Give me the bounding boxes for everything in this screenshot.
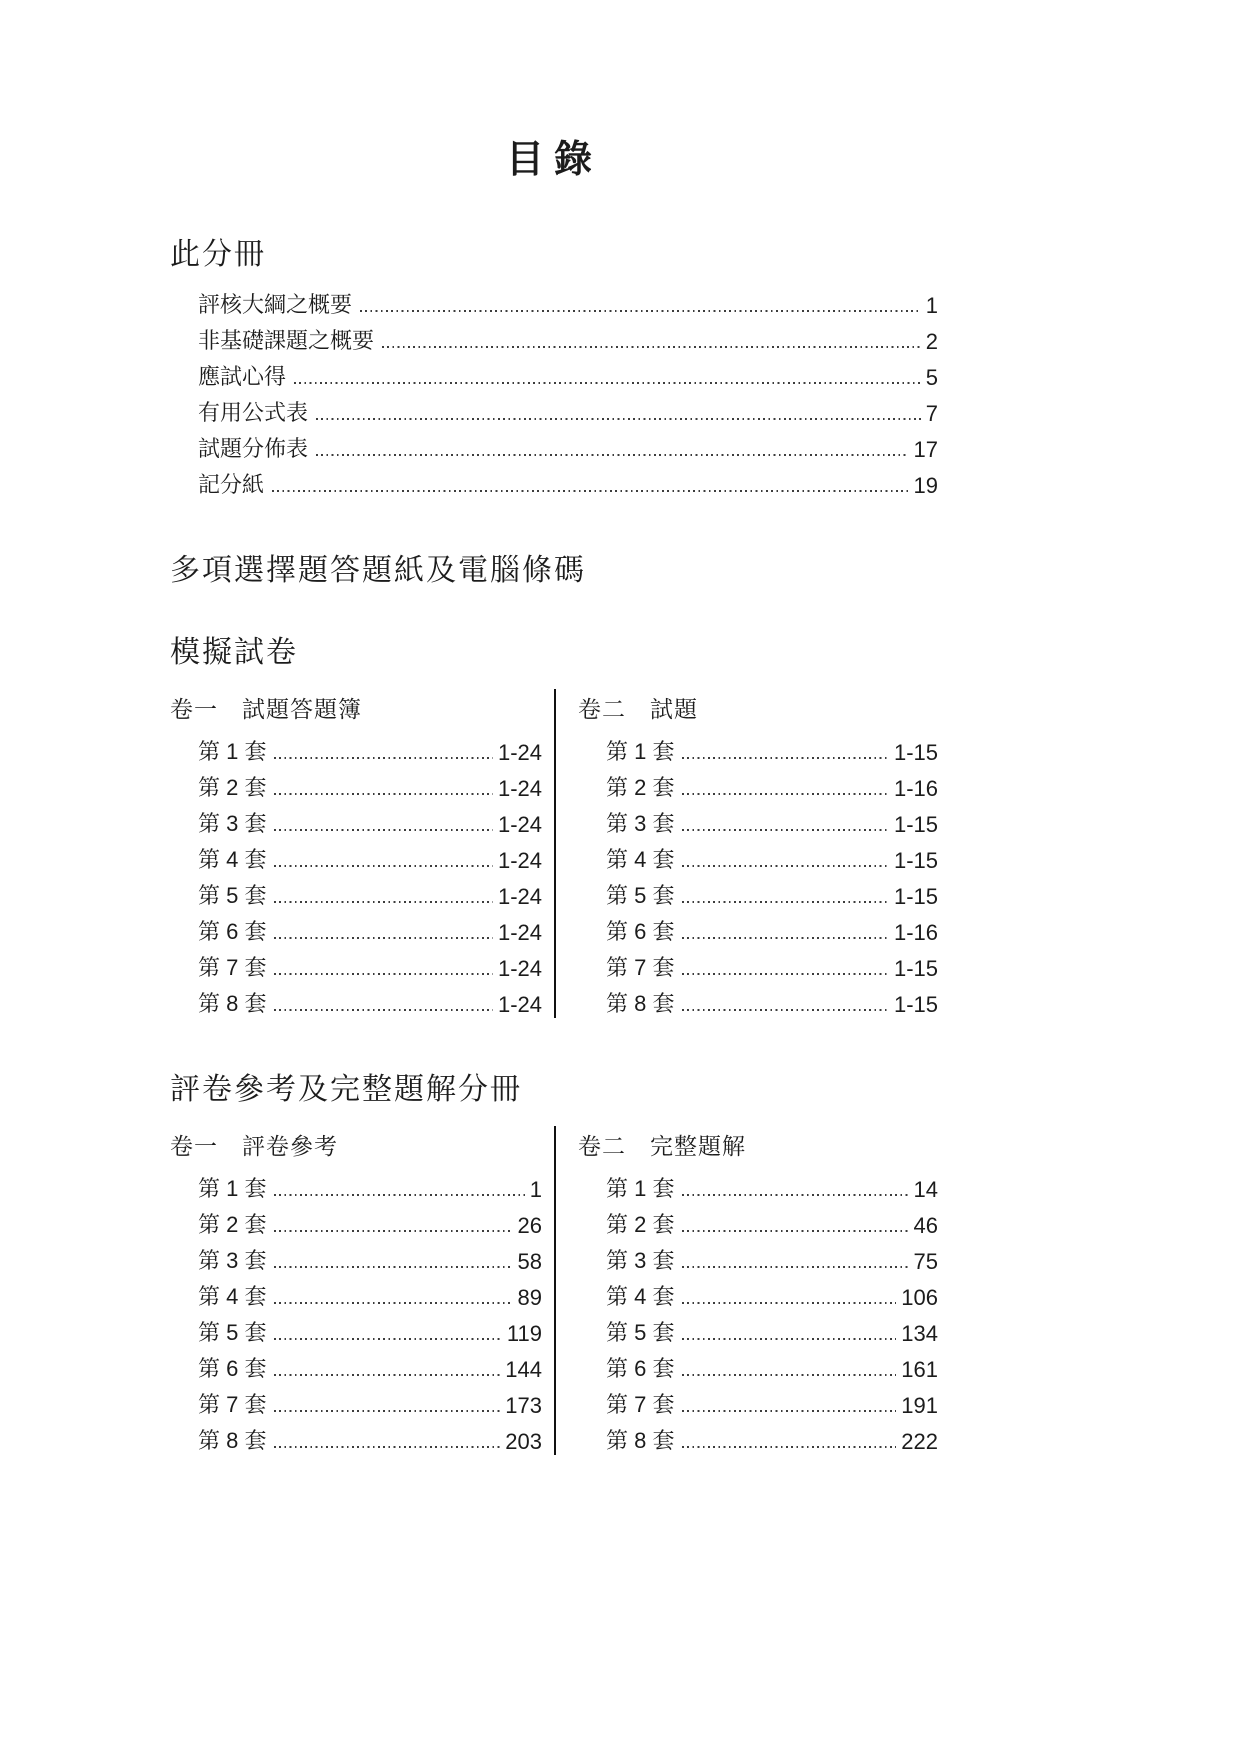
toc-entry-label: 非基礎課題之概要 [198,328,375,353]
toc-entry-label: 第 5 套 [198,1320,267,1345]
toc-entry-page: 1-16 [893,920,938,945]
mock-papers-paper2-toc-list [578,730,938,1018]
toc-entry-page: 46 [913,1213,938,1238]
toc-entry-label: 試題分佈表 [198,436,309,461]
dot-leader [682,1302,896,1304]
toc-entry-page: 1-15 [893,992,938,1017]
toc-entry [578,730,938,766]
dot-leader [682,793,888,795]
dot-leader [274,973,492,975]
toc-entry-page: 1-24 [497,884,542,909]
toc-entry [578,982,938,1018]
toc-entry [170,1383,542,1419]
toc-entry-label: 第 8 套 [198,991,267,1016]
mock-papers-heading: 模擬試卷 [170,636,298,669]
toc-entry [170,1275,542,1311]
toc-entry-label: 第 2 套 [606,775,675,800]
marking-paper2-column [556,1126,938,1455]
marking-volume-columns [170,1126,938,1455]
toc-entry-label: 第 8 套 [198,1428,267,1453]
toc-entry [578,1383,938,1419]
toc-entry-label: 第 3 套 [606,811,675,836]
toc-entry-page: 75 [913,1249,938,1274]
mock-papers-paper1-column [170,689,542,1018]
toc-entry [170,1347,542,1383]
toc-entry [170,946,542,982]
toc-entry [170,982,542,1018]
toc-entry-page: 222 [901,1429,938,1454]
toc-entry-label: 第 4 套 [606,847,675,872]
toc-entry-page: 1-16 [893,776,938,801]
toc-entry [170,910,542,946]
toc-entry-page: 19 [913,473,938,498]
this-volume-heading: 此分冊 [170,238,266,271]
mock-papers-paper2-header: 卷二 試題 [578,696,698,722]
toc-entry-label: 第 7 套 [198,955,267,980]
toc-entry-label: 第 7 套 [606,955,675,980]
toc-entry-label: 第 3 套 [198,811,267,836]
toc-entry-page: 119 [506,1321,542,1346]
dot-leader [294,382,921,384]
toc-entry [578,946,938,982]
dot-leader [274,793,492,795]
dot-leader [360,310,921,312]
toc-entry-label: 有用公式表 [198,400,309,425]
toc-entry-page: 2 [925,329,938,354]
dot-leader [274,1009,492,1011]
dot-leader [272,490,909,492]
marking-paper1-header: 卷一 評卷參考 [170,1133,338,1159]
toc-entry-label: 第 5 套 [606,1320,675,1345]
toc-page [170,128,938,1455]
toc-entry [170,1203,542,1239]
toc-entry [170,1419,542,1455]
toc-entry-page: 58 [517,1249,542,1274]
toc-entry [170,838,542,874]
toc-entry-page: 1-15 [893,812,938,837]
toc-entry-label: 第 3 套 [198,1248,267,1273]
section-this-volume [170,229,938,499]
toc-entry [170,355,938,391]
dot-leader [682,865,888,867]
toc-entry [170,1311,542,1347]
toc-entry-page: 1-24 [497,776,542,801]
toc-entry-label: 第 1 套 [198,739,267,764]
toc-entry [578,1347,938,1383]
toc-entry-label: 應試心得 [198,364,287,389]
section-mock-papers [170,627,938,1018]
dot-leader [382,346,921,348]
dot-leader [316,418,921,420]
dot-leader [274,865,492,867]
dot-leader [274,829,492,831]
section-marking-volume [170,1064,938,1455]
toc-entry-page: 1-24 [497,812,542,837]
dot-leader [682,1338,896,1340]
toc-entry [578,874,938,910]
toc-entry-page: 1-15 [893,884,938,909]
marking-paper2-header: 卷二 完整題解 [578,1133,746,1159]
mock-papers-paper1-header: 卷一 試題答題簿 [170,696,362,722]
dot-leader [682,901,888,903]
toc-entry-label: 第 1 套 [606,1176,675,1201]
toc-entry-page: 1-24 [497,920,542,945]
toc-entry-page: 7 [925,401,938,426]
toc-entry-label: 記分紙 [198,472,265,497]
toc-entry [170,1239,542,1275]
toc-entry-page: 5 [925,365,938,390]
toc-entry-label: 第 8 套 [606,1428,675,1453]
toc-entry [578,1311,938,1347]
toc-entry-label: 第 4 套 [198,847,267,872]
page-title: 目錄 [505,139,602,181]
toc-entry [578,1167,938,1203]
toc-entry-page: 144 [505,1357,542,1382]
dot-leader [682,1374,896,1376]
mock-papers-paper2-column [556,689,938,1018]
toc-entry-page: 134 [901,1321,938,1346]
dot-leader [682,1194,908,1196]
toc-entry [170,391,938,427]
toc-entry [170,874,542,910]
toc-entry-label: 第 2 套 [606,1212,675,1237]
toc-entry-label: 第 2 套 [198,1212,267,1237]
toc-entry-label: 第 5 套 [606,883,675,908]
dot-leader [682,937,888,939]
toc-entry-page: 106 [901,1285,938,1310]
dot-leader [274,757,492,759]
dot-leader [682,1266,908,1268]
toc-entry [578,1239,938,1275]
toc-entry [170,766,542,802]
dot-leader [682,1230,908,1232]
toc-entry [578,766,938,802]
marking-paper1-toc-list [170,1167,542,1455]
dot-leader [274,1446,500,1448]
dot-leader [274,901,492,903]
toc-entry-page: 1-24 [497,848,542,873]
toc-entry-label: 第 6 套 [198,919,267,944]
mock-papers-paper1-toc-list [170,730,542,1018]
marking-paper2-toc-list [578,1167,938,1455]
toc-entry-label: 第 6 套 [606,919,675,944]
toc-entry [578,838,938,874]
toc-entry [578,910,938,946]
toc-entry [170,427,938,463]
toc-entry-label: 第 8 套 [606,991,675,1016]
toc-entry [170,802,542,838]
toc-entry-page: 1-24 [497,956,542,981]
toc-entry-label: 第 1 套 [606,739,675,764]
toc-entry-label: 第 6 套 [606,1356,675,1381]
toc-entry-label: 第 7 套 [606,1392,675,1417]
toc-entry-page: 1-15 [893,956,938,981]
toc-entry-page: 1 [925,293,938,318]
marking-volume-heading: 評卷參考及完整題解分冊 [170,1073,522,1106]
toc-entry-page: 26 [517,1213,542,1238]
toc-entry [170,1167,542,1203]
answer-sheet-heading: 多項選擇題答題紙及電腦條碼 [170,554,586,587]
marking-paper1-column [170,1126,542,1455]
toc-entry [578,802,938,838]
toc-entry-label: 第 7 套 [198,1392,267,1417]
dot-leader [682,1446,896,1448]
toc-entry-page: 89 [517,1285,542,1310]
dot-leader [274,1302,512,1304]
toc-entry-page: 17 [913,437,938,462]
toc-entry-label: 第 2 套 [198,775,267,800]
toc-entry-page: 14 [913,1177,938,1202]
dot-leader [682,1410,896,1412]
dot-leader [274,1266,512,1268]
toc-entry-label: 第 1 套 [198,1176,267,1201]
toc-entry-label: 第 4 套 [606,1284,675,1309]
toc-entry-page: 1-15 [893,740,938,765]
dot-leader [682,829,888,831]
toc-entry-page: 173 [505,1393,542,1418]
toc-entry [578,1275,938,1311]
toc-entry-page: 1-15 [893,848,938,873]
toc-entry-label: 第 3 套 [606,1248,675,1273]
toc-entry [170,463,938,499]
dot-leader [274,1194,524,1196]
toc-entry-page: 1 [529,1177,542,1202]
dot-leader [682,973,888,975]
toc-entry [578,1203,938,1239]
toc-entry-label: 第 6 套 [198,1356,267,1381]
toc-entry [578,1419,938,1455]
toc-entry-label: 第 5 套 [198,883,267,908]
dot-leader [274,1338,501,1340]
mock-papers-columns [170,689,938,1018]
toc-entry-label: 評核大綱之概要 [198,292,353,317]
toc-entry [170,730,542,766]
toc-entry-page: 203 [505,1429,542,1454]
toc-entry-page: 1-24 [497,740,542,765]
dot-leader [274,1374,500,1376]
toc-entry-label: 第 4 套 [198,1284,267,1309]
toc-entry [170,319,938,355]
dot-leader [274,1230,512,1232]
dot-leader [274,937,492,939]
dot-leader [316,454,909,456]
dot-leader [274,1410,500,1412]
toc-entry-page: 161 [901,1357,938,1382]
toc-entry-page: 1-24 [497,992,542,1017]
toc-entry-page: 191 [901,1393,938,1418]
dot-leader [682,757,888,759]
this-volume-toc-list [170,283,938,499]
toc-entry [170,283,938,319]
dot-leader [682,1009,888,1011]
